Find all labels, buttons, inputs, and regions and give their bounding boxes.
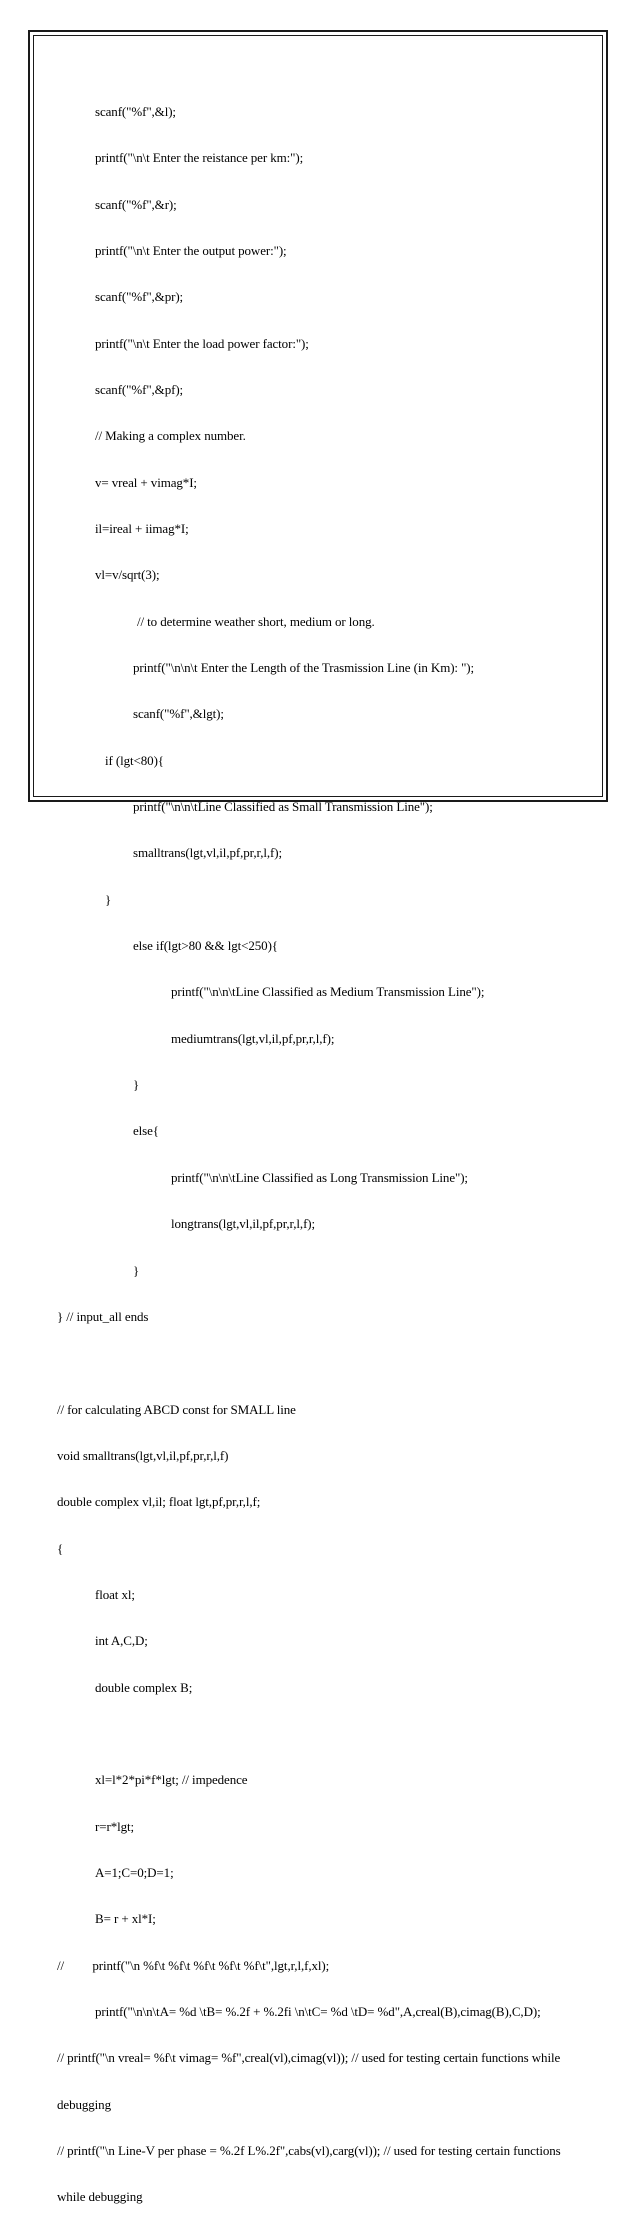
- code-line: printf("\n\t Enter the reistance per km:");: [95, 150, 304, 166]
- code-line: else if(lgt>80 && lgt<250){: [133, 938, 278, 954]
- code-line: scanf("%f",&r);: [95, 196, 177, 212]
- code-line: }: [133, 1077, 140, 1093]
- code-line: debugging: [57, 2096, 111, 2112]
- blank-line: [57, 1355, 597, 1370]
- code-line: scanf("%f",&pr);: [95, 289, 184, 305]
- code-line: } // input_all ends: [57, 1308, 149, 1324]
- code-line: smalltrans(lgt,vl,il,pf,pr,r,l,f);: [133, 845, 283, 861]
- code-line: }: [105, 891, 112, 907]
- code-line: // printf("\n Line-V per phase = %.2f L%.2f",cabs(vl),carg(vl)); // used for testing certain functions: [57, 2143, 561, 2159]
- code-line: vl=v/sqrt(3);: [95, 567, 160, 583]
- code-line: // printf("\n vreal= %f\t vimag= %f",creal(vl),cimag(vl)); // used for testing certain functions while: [57, 2050, 561, 2066]
- code-line: il=ireal + iimag*I;: [95, 521, 189, 536]
- code-line: if (lgt<80){: [105, 752, 164, 768]
- code-line: v= vreal + vimag*I;: [95, 474, 197, 490]
- code-line: // to determine weather short, medium or long.: [137, 613, 375, 629]
- code-line: // printf("\n %f\t %f\t %f\t %f\t %f\t",lgt,r,l,f,xl);: [57, 1957, 330, 1973]
- code-line: double complex B;: [95, 1679, 193, 1695]
- code-line: printf("\n\n\t Enter the Length of the Trasmission Line (in Km): ");: [133, 660, 475, 676]
- code-line: scanf("%f",&lgt);: [133, 706, 224, 722]
- code-line: longtrans(lgt,vl,il,pf,pr,r,l,f);: [171, 1216, 316, 1232]
- code-line: while debugging: [57, 2189, 143, 2205]
- code-line: printf("\n\n\tLine Classified as Long Transmission Line");: [171, 1169, 468, 1185]
- code-line: // for calculating ABCD const for SMALL line: [57, 1401, 296, 1417]
- code-line: xl=l*2*pi*f*lgt; // impedence: [95, 1772, 248, 1788]
- code-line: int A,C,D;: [95, 1633, 148, 1649]
- code-line: mediumtrans(lgt,vl,il,pf,pr,r,l,f);: [171, 1030, 335, 1046]
- code-line: float xl;: [95, 1586, 135, 1602]
- code-line: r=r*lgt;: [95, 1818, 135, 1834]
- code-line: printf("\n\n\tLine Classified as Small Transmission Line");: [133, 799, 433, 815]
- code-line: printf("\n\n\tLine Classified as Medium Transmission Line");: [171, 984, 485, 1000]
- code-line: }: [133, 1262, 140, 1278]
- code-line: double complex vl,il; float lgt,pf,pr,r,l,f;: [57, 1494, 261, 1510]
- code-line: printf("\n\t Enter the output power:");: [95, 242, 287, 258]
- code-line: printf("\n\n\tA= %d \tB= %.2f + %.2fi \n\tC= %d \tD= %d",A,creal(B),cimag(B),C,D);: [95, 2004, 541, 2019]
- blank-line: [57, 1726, 597, 1741]
- code-line: else{: [133, 1123, 159, 1139]
- code-line: {: [57, 1540, 64, 1556]
- code-line: scanf("%f",&pf);: [95, 381, 184, 397]
- code-line: void smalltrans(lgt,vl,il,pf,pr,r,l,f): [57, 1447, 229, 1463]
- code-line: // Making a complex number.: [95, 428, 246, 444]
- code-line: A=1;C=0;D=1;: [95, 1864, 174, 1880]
- code-listing: [57, 73, 597, 2220]
- code-line: scanf("%f",&l);: [95, 103, 176, 119]
- code-line: B= r + xl*I;: [95, 1911, 156, 1927]
- code-line: printf("\n\t Enter the load power factor:");: [95, 335, 309, 351]
